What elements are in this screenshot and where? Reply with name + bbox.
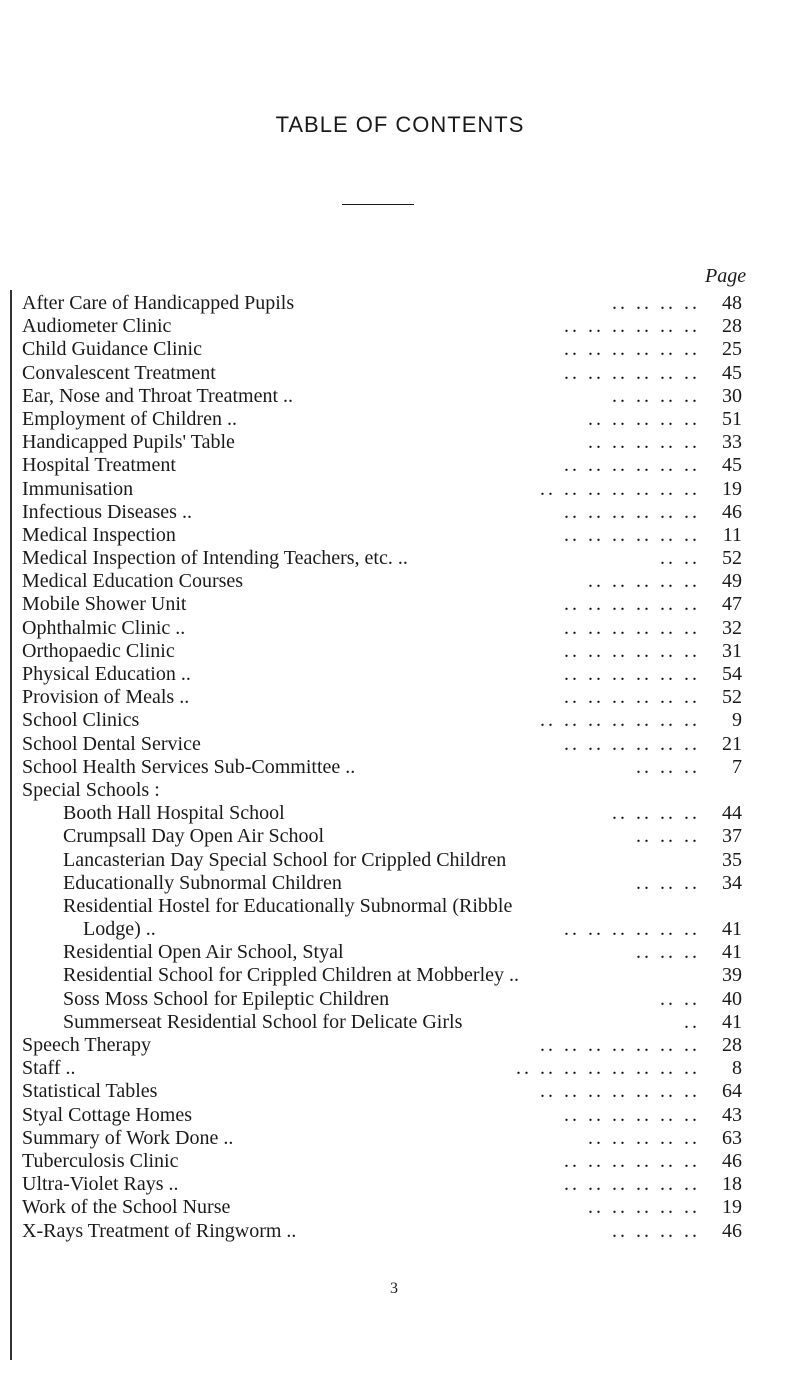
toc-entry-page: 28 xyxy=(722,1034,742,1056)
toc-leader-dots: .. .. .. .. .. .. xyxy=(564,616,700,639)
toc-entry-label: Provision of Meals .. xyxy=(22,686,190,709)
toc-entry-page: 33 xyxy=(722,431,742,454)
toc-entry-label: Infectious Diseases .. xyxy=(22,500,192,523)
toc-entry-label: Staff .. xyxy=(22,1057,76,1080)
toc-entry-page: 39 xyxy=(722,964,742,987)
toc-leader-dots: .. .. .. xyxy=(636,825,700,848)
toc-leader-dots: .. .. .. .. .. .. .. xyxy=(540,477,700,500)
toc-leader-dots: .. .. xyxy=(660,987,700,1010)
toc-entry-page: 32 xyxy=(722,616,742,639)
toc-entry xyxy=(22,547,742,570)
toc-entry xyxy=(22,1104,742,1127)
toc-entry-label: Ultra-Violet Rays .. xyxy=(22,1173,179,1196)
toc-entry xyxy=(22,1196,742,1219)
toc-entry xyxy=(22,338,742,361)
toc-entry-page: 34 xyxy=(722,871,742,894)
toc-leader-dots: .. .. .. .. .. .. xyxy=(564,454,700,477)
toc-entry-label: Summerseat Residential School for Delicate Girls xyxy=(63,1010,463,1033)
toc-leader-dots: .. .. .. .. xyxy=(612,384,700,407)
toc-entry xyxy=(22,1057,742,1080)
toc-leader-dots: .. .. .. .. .. xyxy=(588,407,700,430)
toc-entry xyxy=(22,617,742,640)
toc-entry xyxy=(22,988,742,1011)
toc-entry xyxy=(22,779,742,802)
toc-entry xyxy=(22,825,742,848)
page-number: 3 xyxy=(390,1280,398,1297)
toc-entry xyxy=(22,1034,742,1057)
toc-entry-page: 49 xyxy=(722,570,742,593)
toc-entry-label: Lancasterian Day Special School for Crippled Children xyxy=(63,848,507,871)
toc-leader-dots: .. .. .. .. .. .. xyxy=(564,918,700,941)
toc-entry-page: 41 xyxy=(722,918,742,941)
toc-entry-label: Immunisation xyxy=(22,477,134,500)
toc-leader-dots: .. .. .. .. .. .. xyxy=(564,593,700,616)
toc-entry-label: Handicapped Pupils' Table xyxy=(22,431,235,454)
toc-entry xyxy=(22,640,742,663)
toc-entry xyxy=(22,501,742,524)
toc-entry-page: 45 xyxy=(722,361,742,384)
toc-entry-page: 35 xyxy=(722,848,742,871)
toc-entry-page: 51 xyxy=(722,407,742,430)
toc-leader-dots: .. .. .. .. .. .. .. .. xyxy=(516,1057,700,1080)
toc-entry-page: 19 xyxy=(722,1196,742,1219)
toc-leader-dots: .. .. .. .. .. .. xyxy=(564,663,700,685)
toc-entry xyxy=(22,941,742,964)
toc-leader-dots: .. .. .. xyxy=(636,871,700,894)
toc-entry-label: Hospital Treatment xyxy=(22,454,176,477)
toc-entry xyxy=(22,1173,742,1196)
title-divider xyxy=(342,204,414,205)
toc-entry xyxy=(22,362,742,385)
toc-entry-label: Summary of Work Done .. xyxy=(22,1126,234,1149)
toc-entry-page: 7 xyxy=(732,755,742,778)
toc-leader-dots: .. .. .. .. .. xyxy=(588,1196,700,1219)
toc-entry-label: Physical Education .. xyxy=(22,663,191,685)
toc-entry-label: Booth Hall Hospital School xyxy=(63,802,285,825)
toc-entry-label: Orthopaedic Clinic xyxy=(22,639,175,662)
toc-entry xyxy=(22,292,742,315)
toc-entry-label: Mobile Shower Unit xyxy=(22,593,187,616)
toc-entry xyxy=(22,686,742,709)
toc-entry-label: Speech Therapy xyxy=(22,1034,152,1056)
toc-entry-label: Residential Hostel for Educationally Subnormal (Ribble xyxy=(63,894,513,917)
toc-entry-page: 46 xyxy=(722,1219,742,1242)
toc-leader-dots: .. .. .. xyxy=(636,941,700,964)
toc-entry-label: Residential Open Air School, Styal xyxy=(63,941,344,964)
toc-leader-dots: .. .. .. .. .. .. xyxy=(564,639,700,662)
toc-leader-dots: .. .. .. .. .. .. xyxy=(564,1103,700,1126)
toc-entry xyxy=(22,431,742,454)
toc-entry-page: 52 xyxy=(722,547,742,570)
toc-entry-page: 25 xyxy=(722,338,742,361)
toc-entry-label: X-Rays Treatment of Ringworm .. xyxy=(22,1219,297,1242)
toc-entry-page: 8 xyxy=(732,1057,742,1080)
toc-entry xyxy=(22,1220,742,1243)
toc-entry-label: Medical Inspection of Intending Teachers, etc. .. xyxy=(22,547,408,570)
toc-entry-label: School Health Services Sub-Committee .. xyxy=(22,755,356,778)
toc-entry-label: Medical Education Courses xyxy=(22,570,244,593)
toc-leader-dots: .. .. .. .. .. .. xyxy=(564,686,700,709)
toc-entry-page: 44 xyxy=(722,802,742,825)
scan-edge-line xyxy=(10,290,12,1360)
toc-entry-label: Lodge) .. xyxy=(83,918,156,941)
toc-leader-dots: .. .. .. .. .. .. xyxy=(564,523,700,546)
toc-entry-page: 54 xyxy=(722,663,742,685)
toc-entry-page: 30 xyxy=(722,384,742,407)
toc-entry-label: Ophthalmic Clinic .. xyxy=(22,616,186,639)
toc-entry xyxy=(22,593,742,616)
toc-entry xyxy=(22,1150,742,1173)
toc-leader-dots: .. .. .. .. .. xyxy=(588,1126,700,1149)
toc-entry-label: Employment of Children .. xyxy=(22,407,237,430)
toc-entry-label: Work of the School Nurse xyxy=(22,1196,231,1219)
contents-list xyxy=(22,292,742,1243)
toc-entry-page: 40 xyxy=(722,987,742,1010)
toc-entry-label: School Clinics xyxy=(22,709,140,732)
toc-entry-page: 31 xyxy=(722,639,742,662)
toc-entry xyxy=(22,663,742,686)
toc-entry-page: 46 xyxy=(722,500,742,523)
toc-entry-label: Ear, Nose and Throat Treatment .. xyxy=(22,384,293,407)
toc-entry-page: 45 xyxy=(722,454,742,477)
toc-entry-label: School Dental Service xyxy=(22,732,201,755)
page-title: TABLE OF CONTENTS xyxy=(275,112,525,137)
toc-entry-page: 43 xyxy=(722,1103,742,1126)
toc-leader-dots: .. .. .. .. xyxy=(612,292,700,314)
toc-entry xyxy=(22,918,742,941)
toc-entry-label: Medical Inspection xyxy=(22,523,176,546)
toc-entry-page: 64 xyxy=(722,1080,742,1103)
toc-entry xyxy=(22,1080,742,1103)
toc-leader-dots: .. .. .. .. .. .. xyxy=(564,1149,700,1172)
toc-leader-dots: .. .. .. .. .. .. xyxy=(564,732,700,755)
toc-entry-label: Styal Cottage Homes xyxy=(22,1103,192,1126)
toc-leader-dots: .. .. .. .. .. .. .. xyxy=(540,1080,700,1103)
toc-entry-page: 63 xyxy=(722,1126,742,1149)
toc-leader-dots: .. .. .. .. .. .. xyxy=(564,1173,700,1196)
toc-entry-label: Tuberculosis Clinic xyxy=(22,1149,179,1172)
toc-entry-page: 47 xyxy=(722,593,742,616)
toc-entry xyxy=(22,872,742,895)
toc-entry xyxy=(22,849,742,872)
toc-leader-dots: .. .. .. xyxy=(636,755,700,778)
toc-entry-page: 21 xyxy=(722,732,742,755)
toc-leader-dots: .. .. .. .. .. .. xyxy=(564,500,700,523)
toc-entry xyxy=(22,1011,742,1034)
toc-entry-label: Soss Moss School for Epileptic Children xyxy=(63,987,390,1010)
toc-entry-page: 48 xyxy=(722,292,742,314)
toc-entry xyxy=(22,315,742,338)
toc-entry-page: 37 xyxy=(722,825,742,848)
toc-entry xyxy=(22,733,742,756)
toc-entry-page: 18 xyxy=(722,1173,742,1196)
toc-leader-dots: .. .. .. .. .. .. xyxy=(564,338,700,361)
toc-entry-label: Residential School for Crippled Children at Mobberley .. xyxy=(63,964,520,987)
toc-leader-dots: .. .. .. .. .. xyxy=(588,431,700,454)
toc-entry-page: 52 xyxy=(722,686,742,709)
toc-entry xyxy=(22,802,742,825)
toc-entry xyxy=(22,385,742,408)
toc-entry xyxy=(22,1127,742,1150)
toc-entry-label: After Care of Handicapped Pupils xyxy=(22,292,295,314)
toc-entry-page: 9 xyxy=(732,709,742,732)
toc-entry-label: Special Schools : xyxy=(22,778,160,801)
toc-entry-label: Audiometer Clinic xyxy=(22,315,172,338)
toc-leader-dots: .. .. .. .. xyxy=(612,802,700,825)
toc-entry xyxy=(22,570,742,593)
toc-entry-label: Crumpsall Day Open Air School xyxy=(63,825,325,848)
toc-entry-label: Convalescent Treatment xyxy=(22,361,216,384)
toc-entry-page: 28 xyxy=(722,315,742,338)
toc-entry-page: 19 xyxy=(722,477,742,500)
toc-entry-page: 41 xyxy=(722,941,742,964)
toc-entry xyxy=(22,454,742,477)
toc-leader-dots: .. xyxy=(684,1010,700,1033)
toc-entry xyxy=(22,895,742,918)
toc-entry xyxy=(22,709,742,732)
toc-entry xyxy=(22,964,742,987)
toc-entry-page: 46 xyxy=(722,1149,742,1172)
toc-entry-page: 41 xyxy=(722,1010,742,1033)
toc-leader-dots: .. .. .. .. .. .. .. xyxy=(540,709,700,732)
toc-leader-dots: .. .. .. .. .. .. xyxy=(564,315,700,338)
page-column-label: Page xyxy=(705,265,747,287)
toc-leader-dots: .. .. .. .. .. xyxy=(588,570,700,593)
toc-entry-label: Child Guidance Clinic xyxy=(22,338,202,361)
toc-entry xyxy=(22,756,742,779)
toc-entry-label: Educationally Subnormal Children xyxy=(63,871,342,894)
toc-entry-label: Statistical Tables xyxy=(22,1080,158,1103)
toc-leader-dots: .. .. .. .. .. .. xyxy=(564,361,700,384)
toc-entry xyxy=(22,408,742,431)
toc-entry xyxy=(22,524,742,547)
toc-leader-dots: .. .. xyxy=(660,547,700,570)
toc-entry-page: 11 xyxy=(722,523,742,546)
toc-leader-dots: .. .. .. .. .. .. .. xyxy=(540,1034,700,1056)
toc-entry xyxy=(22,478,742,501)
toc-leader-dots: .. .. .. .. xyxy=(612,1219,700,1242)
